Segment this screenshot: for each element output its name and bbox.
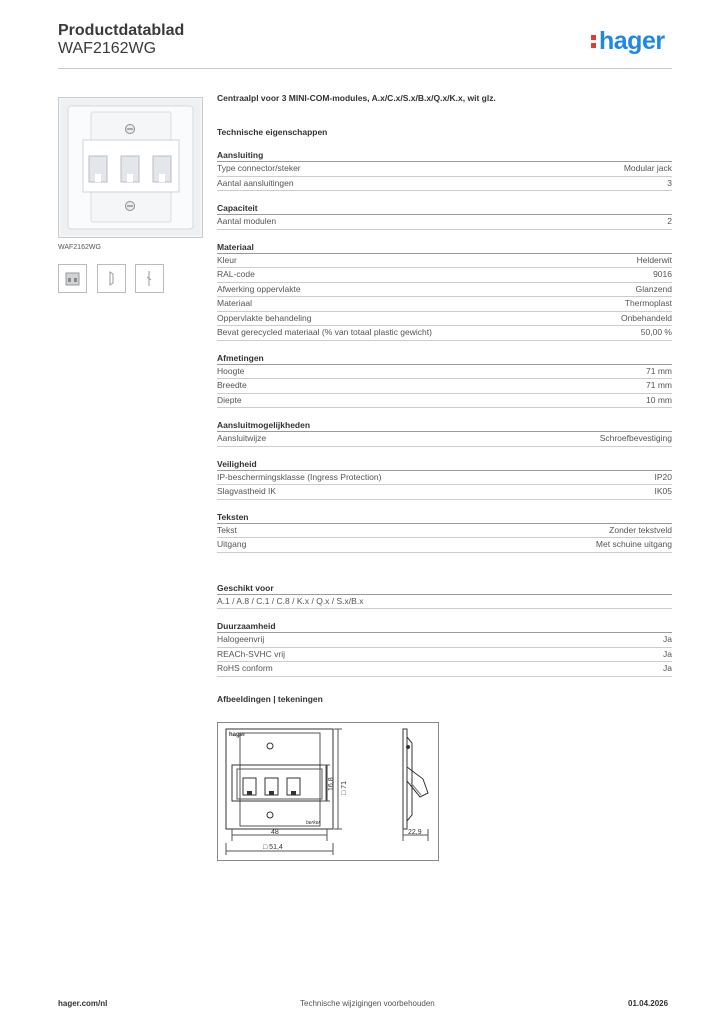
spec-value: Onbehandeld	[620, 312, 672, 323]
spec-row	[217, 268, 672, 283]
spec-value: 3	[667, 177, 672, 188]
spec-value: Zonder tekstveld	[609, 524, 672, 535]
product-image	[58, 97, 203, 238]
spec-label: Breedte	[217, 380, 247, 390]
spec-value: Ja	[663, 634, 672, 644]
footer-disclaimer: Technische wijzigingen voorbehouden	[300, 999, 435, 1008]
spec-row	[217, 283, 672, 298]
spec-label: A.1 / A.8 / C.1 / C.8 / K.x / Q.x / S.x/B.x	[217, 595, 364, 606]
dim-height-inner: 16,8	[328, 777, 335, 791]
spec-label: Oppervlakte behandeling	[217, 312, 312, 323]
spec-group-title: Aansluitmogelijkheden	[217, 419, 672, 432]
spec-row	[217, 633, 672, 648]
spec-group-title: Aansluiting	[217, 149, 672, 162]
spec-value: Helderwit	[636, 254, 672, 265]
spec-label: Slagvastheid IK	[217, 486, 277, 496]
spec-value: 50,00 %	[640, 327, 672, 337]
spec-row	[217, 177, 672, 192]
spec-content	[217, 93, 672, 704]
spec-group-title: Geschikt voor	[217, 582, 672, 595]
spec-value: Thermoplast	[624, 298, 672, 308]
spec-label: Type connector/steker	[217, 163, 301, 173]
spec-label: Tekst	[217, 524, 237, 535]
spec-group-title: Materiaal	[217, 241, 672, 254]
spec-label: REACh-SVHC vrij	[217, 648, 286, 659]
spec-value: Met schuine uitgang	[595, 539, 672, 549]
spec-group-teksten	[217, 511, 672, 553]
spec-label: IP-beschermingsklasse (Ingress Protection)	[217, 471, 382, 482]
technical-drawing	[217, 722, 439, 861]
thumbnail-drawing-1[interactable]	[97, 264, 126, 293]
spec-value: IK05	[654, 486, 672, 496]
spec-row	[217, 662, 672, 677]
spec-label: Aansluitwijze	[217, 433, 267, 443]
spec-group-title: Duurzaamheid	[217, 620, 672, 633]
dim-depth: 22,9	[408, 829, 422, 836]
spec-row	[217, 365, 672, 380]
spec-row	[217, 432, 672, 447]
spec-value: Ja	[663, 648, 672, 659]
spec-row	[217, 162, 672, 177]
spec-label: Hoogte	[217, 365, 245, 376]
spec-value: 9016	[653, 269, 672, 279]
thumbnail-drawing-2[interactable]	[135, 264, 164, 293]
drawings-section-title: Afbeeldingen | tekeningen	[217, 693, 323, 704]
spec-row	[217, 312, 672, 327]
spec-value: 10 mm	[646, 394, 672, 405]
spec-label: RoHS conform	[217, 663, 273, 673]
spec-label: Materiaal	[217, 298, 252, 308]
spec-label: Diepte	[217, 394, 242, 405]
spec-value: Glanzend	[635, 283, 672, 294]
spec-row	[217, 254, 672, 269]
spec-groups-extra	[217, 582, 672, 677]
logo-text: hager	[599, 27, 665, 55]
spec-value: Ja	[663, 663, 672, 673]
thumbnail-product[interactable]	[58, 264, 87, 293]
drawing-corner-mark: berker	[306, 820, 321, 826]
dim-width-inner: 48	[271, 829, 279, 836]
spec-row	[217, 297, 672, 312]
footer-website[interactable]: hager.com/nl	[58, 999, 108, 1008]
spec-group-veiligheid	[217, 458, 672, 500]
spec-label: Afwerking oppervlakte	[217, 283, 301, 294]
spec-row	[217, 485, 672, 500]
header-divider	[58, 68, 672, 69]
spec-row	[217, 524, 672, 539]
spec-label: Aantal modulen	[217, 216, 277, 226]
hager-logo[interactable]	[591, 27, 665, 56]
spec-value: 71 mm	[646, 365, 672, 376]
spec-group-aansluiting	[217, 149, 672, 191]
spec-row	[217, 648, 672, 663]
spec-group-materiaal	[217, 241, 672, 341]
spec-row	[217, 595, 672, 610]
spec-group-geschikt-voor	[217, 582, 672, 610]
spec-value: 71 mm	[646, 380, 672, 390]
spec-value: IP20	[654, 471, 672, 482]
spec-label: Bevat gerecycled materiaal (% van totaal plastic gewicht)	[217, 327, 432, 337]
spec-group-afmetingen	[217, 352, 672, 409]
dim-width-outer: □ 51,4	[263, 844, 283, 851]
product-code: WAF2162WG	[58, 40, 157, 57]
spec-value: 2	[667, 216, 672, 226]
spec-label: RAL-code	[217, 269, 255, 279]
spec-row	[217, 394, 672, 409]
header-title: Productdatablad	[58, 22, 185, 39]
tech-section-title: Technische eigenschappen	[217, 127, 328, 137]
product-description: Centraalpl voor 3 MINI-COM-modules, A.x/C.x/S.x/B.x/Q.x/K.x, wit glz.	[217, 93, 496, 103]
dim-height-outer: □ 71	[341, 781, 348, 795]
spec-value: Schroefbevestiging	[599, 433, 672, 443]
spec-row	[217, 538, 672, 553]
spec-row	[217, 379, 672, 394]
spec-group-aansluitmogelijkheden	[217, 419, 672, 447]
drawing-brand: hager	[229, 732, 246, 738]
spec-group-title: Veiligheid	[217, 458, 672, 471]
spec-label: Halogeenvrij	[217, 634, 265, 644]
logo-dots-icon	[591, 31, 597, 49]
spec-group-capaciteit	[217, 202, 672, 230]
spec-group-title: Teksten	[217, 511, 672, 524]
spec-label: Uitgang	[217, 539, 247, 549]
spec-group-title: Afmetingen	[217, 352, 672, 365]
spec-group-duurzaamheid	[217, 620, 672, 677]
spec-label: Kleur	[217, 254, 237, 265]
spec-label: Aantal aansluitingen	[217, 177, 294, 188]
spec-row	[217, 326, 672, 341]
spec-group-title: Capaciteit	[217, 202, 672, 215]
spec-row	[217, 215, 672, 230]
spec-groups	[217, 149, 672, 553]
spec-row	[217, 471, 672, 486]
spec-value: Modular jack	[623, 163, 672, 173]
footer-date: 01.04.2026	[628, 999, 669, 1008]
product-image-caption: WAF2162WG	[58, 244, 101, 251]
